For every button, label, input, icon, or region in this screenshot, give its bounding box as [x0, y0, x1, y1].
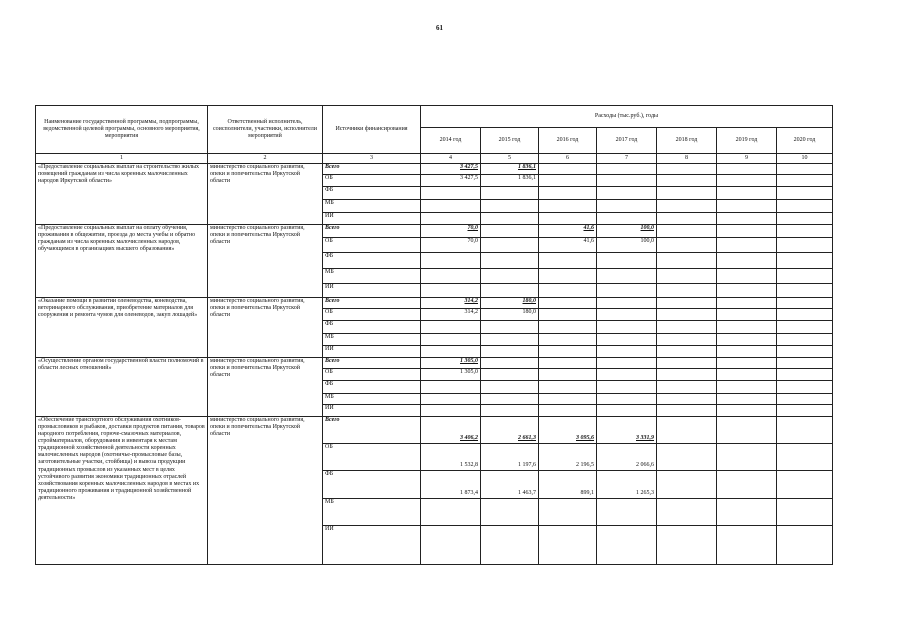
amount-cell [657, 309, 717, 321]
amount-cell [657, 298, 717, 309]
amount-cell: 100,0 [597, 225, 657, 238]
amount-cell [421, 405, 481, 417]
amount-cell [717, 334, 777, 346]
funding-source: Всего [323, 298, 421, 309]
amount-cell [421, 381, 481, 394]
program-name: «Предоставление социальных выплат на строительство жилых помещений гражданам из числа коренных малочисленных народов Иркутской области» [36, 164, 208, 225]
amount-cell [597, 284, 657, 298]
table-row [36, 298, 833, 309]
amount-cell [777, 471, 833, 499]
amount-cell: 3 331,9 [597, 417, 657, 444]
program-name: «Обеспечение транспортного обслуживания охотников-промысловиков и рыбаков, доставки продуктов питания, товаров народного потребления, горюче-смазочных материалов, стройматериалов, оборудования и инвентаря к местам традиционной хозяйственной деятельности коренных малочисленных народов (охотничье-промысловые базы, заготовительные участки, стойбища) и вывоза продукции традиционных промыслов из указанных мест в целях устойчивого развития экономики традиционных отраслей хозяйствования коренных малочисленных народов в местах их традиционного проживания и традиционной хозяйственной деятельности» [36, 417, 208, 565]
amount-cell: 180,0 [481, 309, 539, 321]
amount-cell [597, 213, 657, 225]
amount-cell: 899,1 [539, 471, 597, 499]
funding-source: ИИ [323, 346, 421, 358]
amount-cell [777, 200, 833, 213]
amount-cell: 1 532,8 [421, 444, 481, 471]
amount-cell [597, 405, 657, 417]
executor: министерство социального развития, опеки и попечительства Иркутской области [208, 417, 323, 565]
amount-cell [539, 321, 597, 334]
amount-cell [717, 444, 777, 471]
funding-source: ФБ [323, 381, 421, 394]
amount-cell [717, 321, 777, 334]
amount-cell [777, 187, 833, 200]
amount-cell [539, 405, 597, 417]
amount-cell [657, 334, 717, 346]
funding-source: ИИ [323, 526, 421, 565]
amount-cell [481, 526, 539, 565]
amount-cell [717, 499, 777, 526]
amount-cell: 3 427,5 [421, 164, 481, 175]
amount-cell: 2 196,5 [539, 444, 597, 471]
amount-cell [539, 334, 597, 346]
funding-source: МБ [323, 499, 421, 526]
amount-cell [597, 526, 657, 565]
amount-cell [657, 321, 717, 334]
table-row [36, 417, 833, 444]
amount-cell: 1 873,4 [421, 471, 481, 499]
amount-cell [597, 200, 657, 213]
executor: министерство социального развития, опеки и попечительства Иркутской области [208, 225, 323, 298]
program-name: «Оказание помощи в развитии оленеводства, коневодства, ветеринарного обслуживания, приобретение материалов для сооружения и ремонта чумов для оленеводов, закуп лошадей» [36, 298, 208, 358]
amount-cell [597, 369, 657, 381]
amount-cell [539, 164, 597, 175]
amount-cell [777, 358, 833, 369]
column-number: 5 [481, 154, 539, 164]
amount-cell [481, 200, 539, 213]
amount-cell [421, 321, 481, 334]
column-number: 6 [539, 154, 597, 164]
amount-cell [717, 225, 777, 238]
amount-cell: 2 661,3 [481, 417, 539, 444]
header-executor: Ответственный исполнитель, соисполнители, участники, исполнители мероприятий [208, 106, 323, 154]
program-name: «Осуществление органом государственной власти полномочий в области лесных отношений» [36, 358, 208, 417]
funding-source: МБ [323, 334, 421, 346]
header-year: 2019 год [717, 128, 777, 154]
amount-cell [421, 526, 481, 565]
amount-cell [539, 358, 597, 369]
executor: министерство социального развития, опеки и попечительства Иркутской области [208, 298, 323, 358]
amount-cell [481, 253, 539, 269]
amount-cell: 1 197,6 [481, 444, 539, 471]
amount-cell [481, 358, 539, 369]
funding-source: ФБ [323, 321, 421, 334]
amount-cell [657, 444, 717, 471]
amount-cell [777, 526, 833, 565]
amount-cell: 41,6 [539, 238, 597, 253]
amount-cell: 2 066,6 [597, 444, 657, 471]
header-year: 2017 год [597, 128, 657, 154]
amount-cell [481, 213, 539, 225]
amount-cell [717, 369, 777, 381]
amount-cell: 1 305,0 [421, 358, 481, 369]
amount-cell [657, 471, 717, 499]
header-year: 2015 год [481, 128, 539, 154]
amount-cell [717, 187, 777, 200]
amount-cell: 1 305,0 [421, 369, 481, 381]
amount-cell [657, 346, 717, 358]
amount-cell [657, 238, 717, 253]
amount-cell [717, 238, 777, 253]
amount-cell [777, 175, 833, 187]
amount-cell [777, 394, 833, 405]
amount-cell [539, 526, 597, 565]
amount-cell [777, 238, 833, 253]
header-expenses: Расходы (тыс.руб.), годы [421, 106, 833, 128]
amount-cell [597, 358, 657, 369]
amount-cell [481, 321, 539, 334]
funding-source: ФБ [323, 253, 421, 269]
amount-cell: 70,0 [421, 225, 481, 238]
amount-cell [539, 200, 597, 213]
amount-cell [777, 253, 833, 269]
amount-cell [777, 346, 833, 358]
header-year: 2014 год [421, 128, 481, 154]
amount-cell [481, 334, 539, 346]
amount-cell [717, 175, 777, 187]
amount-cell [657, 253, 717, 269]
amount-cell [657, 526, 717, 565]
column-number: 9 [717, 154, 777, 164]
amount-cell [717, 253, 777, 269]
amount-cell [717, 269, 777, 284]
amount-cell [481, 499, 539, 526]
amount-cell [539, 369, 597, 381]
amount-cell [657, 499, 717, 526]
amount-cell: 1 836,1 [481, 175, 539, 187]
amount-cell [421, 334, 481, 346]
amount-cell [657, 164, 717, 175]
funding-source: ОБ [323, 369, 421, 381]
table-row [36, 358, 833, 369]
amount-cell [597, 298, 657, 309]
amount-cell [777, 269, 833, 284]
amount-cell [597, 269, 657, 284]
funding-source: ИИ [323, 213, 421, 225]
executor: министерство социального развития, опеки и попечительства Иркутской области [208, 164, 323, 225]
amount-cell [657, 417, 717, 444]
amount-cell [777, 444, 833, 471]
amount-cell [717, 200, 777, 213]
funding-source: ОБ [323, 175, 421, 187]
amount-cell: 1 836,1 [481, 164, 539, 175]
amount-cell [657, 187, 717, 200]
amount-cell [421, 269, 481, 284]
amount-cell [657, 284, 717, 298]
amount-cell [481, 269, 539, 284]
table-body [36, 164, 833, 565]
amount-cell [657, 213, 717, 225]
amount-cell [657, 381, 717, 394]
amount-cell [777, 369, 833, 381]
amount-cell: 3 427,5 [421, 175, 481, 187]
amount-cell [717, 405, 777, 417]
amount-cell [421, 200, 481, 213]
amount-cell [717, 284, 777, 298]
amount-cell [777, 309, 833, 321]
amount-cell [717, 471, 777, 499]
table-row [36, 164, 833, 175]
column-number: 8 [657, 154, 717, 164]
amount-cell: 1 265,3 [597, 471, 657, 499]
amount-cell [717, 381, 777, 394]
column-number: 10 [777, 154, 833, 164]
amount-cell [539, 253, 597, 269]
amount-cell [421, 253, 481, 269]
amount-cell [481, 187, 539, 200]
amount-cell [421, 394, 481, 405]
amount-cell: 70,0 [421, 238, 481, 253]
amount-cell [539, 394, 597, 405]
amount-cell [597, 175, 657, 187]
funding-source: МБ [323, 394, 421, 405]
amount-cell [421, 346, 481, 358]
amount-cell [539, 346, 597, 358]
funding-source: МБ [323, 200, 421, 213]
amount-cell [657, 369, 717, 381]
amount-cell: 314,2 [421, 298, 481, 309]
amount-cell [777, 417, 833, 444]
amount-cell [777, 334, 833, 346]
amount-cell: 180,0 [481, 298, 539, 309]
amount-cell: 3 406,2 [421, 417, 481, 444]
amount-cell [481, 394, 539, 405]
amount-cell [597, 394, 657, 405]
amount-cell [717, 417, 777, 444]
header-year: 2016 год [539, 128, 597, 154]
budget-table [35, 105, 833, 565]
header-program-name: Наименование государственной программы, подпрограммы, ведомственной целевой программы, основного мероприятия, мероприятия [36, 106, 208, 154]
executor: министерство социального развития, опеки и попечительства Иркутской области [208, 358, 323, 417]
amount-cell [597, 346, 657, 358]
amount-cell [717, 526, 777, 565]
amount-cell [717, 358, 777, 369]
page-number: 61 [436, 24, 443, 32]
amount-cell [481, 369, 539, 381]
funding-source: ОБ [323, 309, 421, 321]
table-row [36, 225, 833, 238]
amount-cell [481, 381, 539, 394]
amount-cell: 314,2 [421, 309, 481, 321]
amount-cell [421, 213, 481, 225]
amount-cell [657, 225, 717, 238]
amount-cell [539, 298, 597, 309]
amount-cell: 41,6 [539, 225, 597, 238]
amount-cell [539, 269, 597, 284]
amount-cell [777, 164, 833, 175]
amount-cell [539, 381, 597, 394]
amount-cell [777, 213, 833, 225]
amount-cell [539, 175, 597, 187]
funding-source: ФБ [323, 471, 421, 499]
funding-source: Всего [323, 358, 421, 369]
amount-cell [597, 381, 657, 394]
amount-cell [717, 298, 777, 309]
column-number: 3 [323, 154, 421, 164]
amount-cell [657, 405, 717, 417]
amount-cell [777, 381, 833, 394]
column-number: 1 [36, 154, 208, 164]
amount-cell [777, 225, 833, 238]
header-year: 2018 год [657, 128, 717, 154]
funding-source: Всего [323, 164, 421, 175]
amount-cell [539, 499, 597, 526]
amount-cell [481, 225, 539, 238]
amount-cell [597, 321, 657, 334]
column-number: 7 [597, 154, 657, 164]
amount-cell [481, 405, 539, 417]
column-number: 2 [208, 154, 323, 164]
amount-cell [657, 358, 717, 369]
amount-cell [717, 309, 777, 321]
amount-cell [717, 394, 777, 405]
amount-cell [421, 284, 481, 298]
amount-cell [657, 200, 717, 213]
amount-cell: 3 095,6 [539, 417, 597, 444]
amount-cell [657, 394, 717, 405]
amount-cell [777, 405, 833, 417]
amount-cell [777, 298, 833, 309]
amount-cell [481, 238, 539, 253]
amount-cell [657, 175, 717, 187]
funding-source: ФБ [323, 187, 421, 200]
amount-cell [421, 187, 481, 200]
amount-cell: 100,0 [597, 238, 657, 253]
column-number: 4 [421, 154, 481, 164]
amount-cell [481, 346, 539, 358]
amount-cell [597, 309, 657, 321]
amount-cell [597, 187, 657, 200]
amount-cell [717, 346, 777, 358]
funding-source: ИИ [323, 405, 421, 417]
funding-source: ИИ [323, 284, 421, 298]
amount-cell [539, 213, 597, 225]
amount-cell [657, 269, 717, 284]
amount-cell [539, 309, 597, 321]
header-year: 2020 год [777, 128, 833, 154]
header-source: Источники финансирования [323, 106, 421, 154]
amount-cell [421, 499, 481, 526]
amount-cell [597, 334, 657, 346]
funding-source: Всего [323, 417, 421, 444]
amount-cell [539, 187, 597, 200]
amount-cell [597, 499, 657, 526]
amount-cell [539, 284, 597, 298]
funding-source: МБ [323, 269, 421, 284]
amount-cell: 1 463,7 [481, 471, 539, 499]
amount-cell [777, 499, 833, 526]
funding-source: ОБ [323, 238, 421, 253]
amount-cell [481, 284, 539, 298]
amount-cell [777, 284, 833, 298]
funding-source: Всего [323, 225, 421, 238]
funding-source: ОБ [323, 444, 421, 471]
program-name: «Предоставление социальных выплат на оплату обучения, проживания в общежитии, проезда до места учебы и обратно гражданам из числа коренных малочисленных народов, обучающимся в организациях высшего образования» [36, 225, 208, 298]
amount-cell [597, 253, 657, 269]
amount-cell [717, 213, 777, 225]
amount-cell [597, 164, 657, 175]
amount-cell [777, 321, 833, 334]
amount-cell [717, 164, 777, 175]
